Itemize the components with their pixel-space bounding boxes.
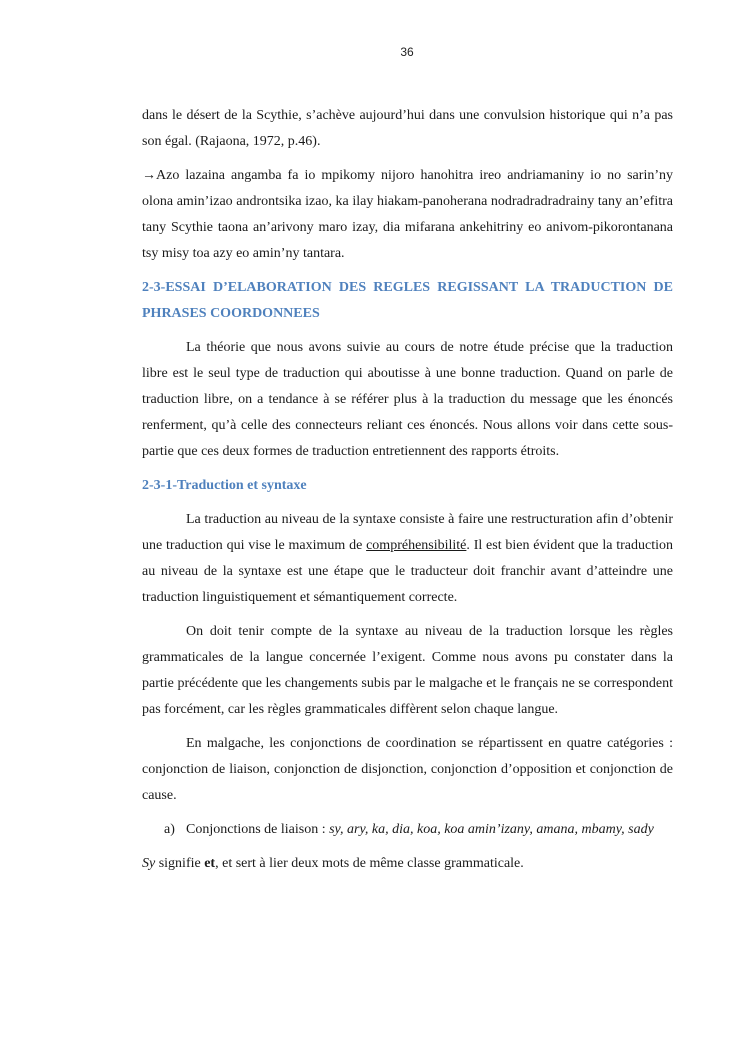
document-body	[142, 103, 673, 877]
paragraph-grammar-rules: On doit tenir compte de la syntaxe au niveau de la traduction lorsque les règles grammaticales de la langue concernée l’exigent. Comme nous avons pu constater dans la partie précédente que les changements subis par le malgache et le français ne se correspondent pas forcément, car les règles grammaticales diffèrent selon chaque langue.	[142, 624, 673, 717]
sy-definition-end: , et sert à lier deux mots de même classe grammaticale.	[215, 856, 524, 871]
bold-et: et	[204, 856, 216, 871]
list-marker: a)	[164, 822, 175, 837]
sy-definition-mid: signifie	[155, 856, 205, 871]
paragraph-theory: La théorie que nous avons suivie au cours de notre étude précise que la traduction libre est le seul type de traduction qui aboutisse à une bonne traduction. Quand on parle de traduction libre, on a tendance à se référer plus à la traduction du message que les énoncés renferment, qu’à celle des connecteurs reliant ces énoncés. Nous allons voir dans cette sous-partie que ces deux formes de traduction entretiennent des rapports étroits.	[142, 340, 673, 459]
paragraph-continuation: dans le désert de la Scythie, s’achève aujourd’hui dans une convulsion historique qui n’a pas son égal. (Rajaona, 1972, p.46).	[142, 108, 673, 149]
list-item-body	[186, 817, 673, 843]
list-item	[142, 817, 673, 843]
underlined-term: compréhensibilité	[366, 538, 467, 553]
page-number: 36	[400, 45, 414, 59]
paragraph-syntax-before: La traduction au niveau de la syntaxe consiste à faire une restructuration afin d’obtenir une traduction qui vise le maximum de	[142, 512, 673, 553]
paragraph-malagasy-translation: →Azo lazaina angamba fa io mpikomy nijoro hanohitra ireo andriamaniny io no sarin’ny olona amin’izao androntsika izao, ka ilay hiakam-panoherana nodradradradrainy tany an’efitra tany Scythie taona an’arivony maro izay, dia mifarana ankehitriny eo anivom-pikorontanana tsy misy toa azy eo amin’ny tantara.	[142, 168, 673, 261]
list-item-examples: sy, ary, ka, dia, koa, koa amin’izany, amana, mbamy, sady	[329, 822, 654, 837]
subsection-heading: 2-3-1-Traduction et syntaxe	[142, 478, 307, 493]
paragraph-sy-definition	[142, 851, 673, 877]
list-item-label: Conjonctions de liaison :	[186, 822, 330, 837]
paragraph-conjunction-categories: En malgache, les conjonctions de coordination se répartissent en quatre catégories : conjonction de liaison, conjonction de disjonction, conjonction d’opposition et conjonction de cause.	[142, 736, 673, 803]
paragraph-syntax	[142, 507, 673, 611]
paragraph-syntax-after: . Il est bien évident que la traduction au niveau de la syntaxe est une étape que le traducteur doit franchir avant d’atteindre une traduction linguistiquement et sémantiquement correcte.	[142, 538, 673, 605]
term-sy: Sy	[142, 856, 156, 871]
section-heading: 2-3-ESSAI D’ELABORATION DES REGLES REGISSANT LA TRADUCTION DE PHRASES COORDONNEES	[142, 280, 673, 321]
